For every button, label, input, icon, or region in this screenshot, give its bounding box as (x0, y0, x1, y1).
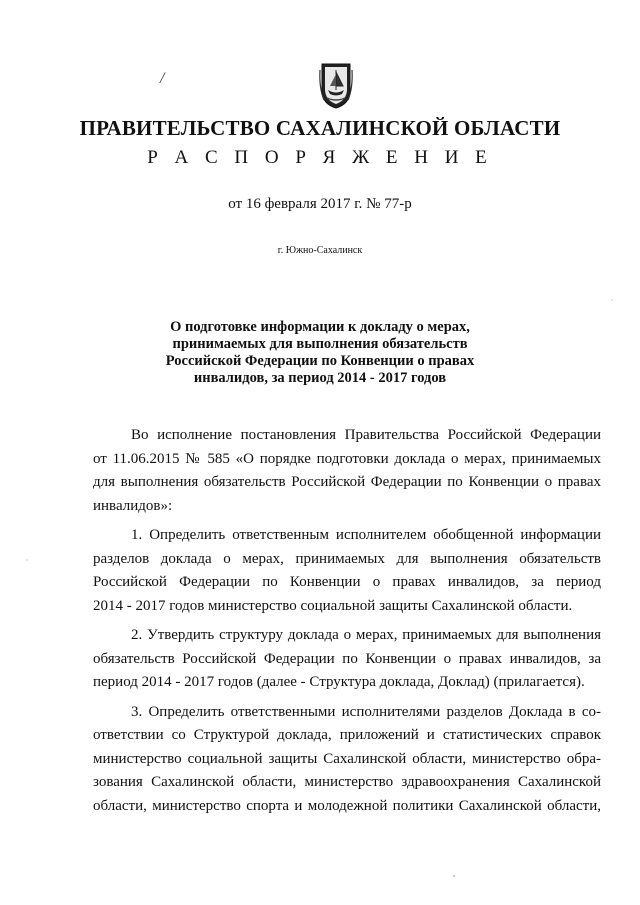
text-line: области, министерство спорта и молодежной политики Сахалинской области, (93, 797, 601, 814)
text-line: для выполнения обязательств Российской Федерации по Конвенции о правах (93, 474, 601, 490)
item-3-paragraph (93, 701, 601, 819)
subject-line: О подготовке информации к докладу о мерах, (170, 319, 470, 335)
item-2-paragraph (93, 624, 601, 695)
text-line: от 11.06.2015 № 585 «О порядке подготовки доклада о мерах, принимаемых (93, 450, 601, 467)
subject-block (150, 319, 490, 387)
text-line: зования Сахалинской области, министерство здравоохранения Сахалинской (93, 774, 601, 790)
text-line: 2. Утвердить структуру доклада о мерах, принимаемых для выполнения (131, 627, 601, 643)
subject-line: инвалидов, за период 2014 - 2017 годов (193, 370, 447, 386)
text-line: инвалидов»: (93, 497, 173, 514)
organization-title: ПРАВИТЕЛЬСТВО САХАЛИНСКОЙ ОБЛАСТИ (79, 116, 561, 140)
document-body (93, 424, 601, 824)
city-line: г. Южно-Сахалинск (277, 245, 363, 256)
text-line: Российской Федерации по Конвенции о правах инвалидов, за период (93, 574, 601, 590)
item-1-paragraph (93, 524, 601, 618)
text-line: 2014 - 2017 годов министерство социальной защиты Сахалинской области. (93, 597, 573, 614)
text-line: 3. Определить ответственными исполнителями разделов Доклада в со- (131, 703, 601, 720)
sakhalin-coat-of-arms-icon (318, 60, 354, 110)
margin-pen-mark: / (160, 70, 165, 87)
subject-line: принимаемых для выполнения обязательств (172, 336, 468, 352)
intro-paragraph (93, 424, 601, 518)
text-line: министерство социальной защиты Сахалинской области, министерство обра- (93, 750, 601, 767)
text-line: ответствии со Структурой доклада, приложений и статистических справок (93, 727, 601, 743)
document-type: Р А С П О Р Я Ж Е Н И Е (147, 147, 493, 168)
date-number-line: от 16 февраля 2017 г. № 77-р (228, 196, 412, 212)
text-line: разделов доклада о мерах, принимаемых для выполнения обязательств (93, 550, 601, 567)
subject-line: Российской Федерации по Конвенции о правах (165, 353, 475, 369)
text-line: обязательств Российской Федерации по Конвенции о правах инвалидов, за (93, 650, 601, 667)
text-line: период 2014 - 2017 годов (далее - Структура доклада, Доклад) (прилагается). (93, 674, 585, 690)
text-line: Во исполнение постановления Правительства Российской Федерации (131, 427, 601, 443)
text-line: 1. Определить ответственным исполнителем обобщенной информации (131, 527, 601, 543)
